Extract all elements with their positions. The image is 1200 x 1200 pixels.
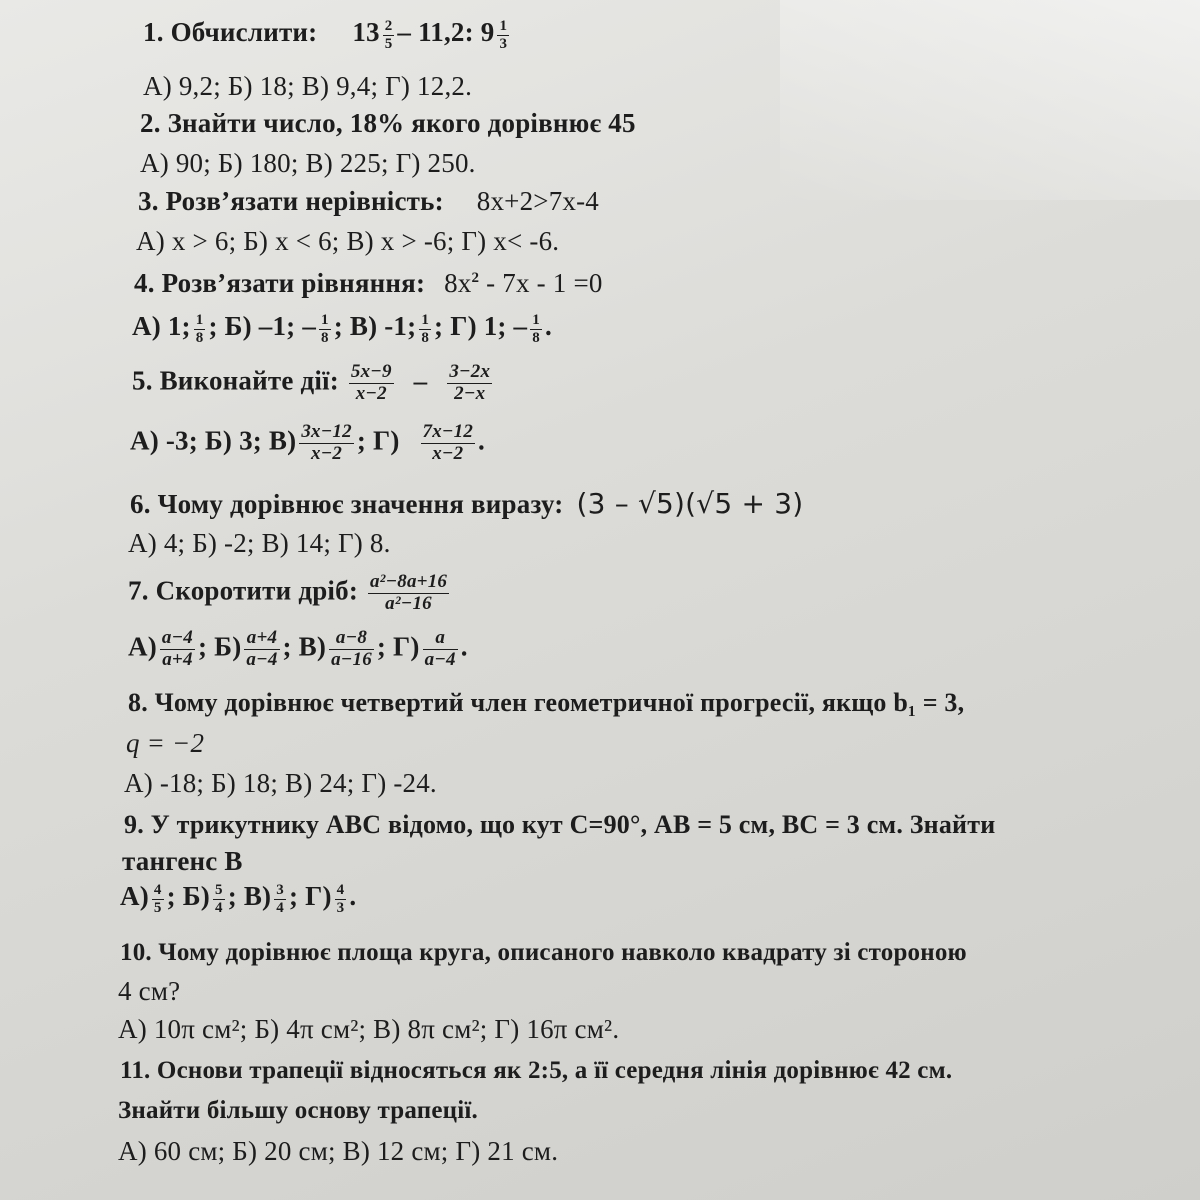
question-10-prompt: 10. Чому дорівнює площа круга, описаного навколо квадрату зі стороною [120, 939, 967, 966]
q9-answer-b-fraction: $\frac{5}{4}$ [214, 882, 223, 916]
question-10-line2: 4 см? [118, 976, 181, 1006]
q7-answer-b-fraction: $\frac{a+4}{a-4}$ [246, 627, 278, 670]
q4-answer-a-fraction: $\frac{1}{8}$ [195, 312, 204, 346]
question-9-line2: тангенс В [122, 846, 243, 876]
question-11-answers: А) 60 см; Б) 20 см; В) 12 см; Г) 21 см. [118, 1136, 559, 1166]
question-9-prompt: 9. У трикутнику АВС відомо, що кут С=90°, АВ = 5 см, ВС = 3 см. Знайти [124, 810, 996, 839]
q7-answer-a-fraction: $\frac{a-4}{a+4}$ [161, 627, 194, 670]
question-1-prompt: 1. Обчислити: [143, 17, 318, 48]
question-5-answers: А) -3; Б) 3; В) $\frac{3x-12}{x-2}$ ; Г) $\frac{7x-12}{x-2}$ . [130, 421, 485, 464]
question-6-answers: А) 4; Б) -2; В) 14; Г) 8. [128, 528, 391, 558]
q1-fraction-1: $\frac{2}{5}$ [384, 18, 393, 52]
question-11-prompt: 11. Основи трапеції відносяться як 2:5, а її середня лінія дорівнює 42 см. [120, 1057, 953, 1084]
question-4: 4. Розв’язати рівняння: $8x^2 - 7x - 1 =0$ [134, 268, 603, 298]
q1-mixed-whole: 13 [352, 17, 380, 48]
question-7-answers: А) $\frac{a-4}{a+4}$ ; Б) $\frac{a+4}{a-4}$ ; В) $\frac{a-8}{a-16}$ ; Г) $\frac{a}{a-4}$ . [128, 627, 468, 670]
question-2-prompt: 2. Знайти число, 18% якого дорівнює 45 [140, 108, 636, 138]
q9-answer-a-fraction: $\frac{4}{5}$ [153, 882, 162, 916]
q4-answer-b-fraction: $\frac{1}{8}$ [321, 312, 329, 346]
question-5: 5. Виконайте дії: $\frac{5x-9}{x-2}$ – $\frac{3-2x}{2-x}$ [132, 361, 491, 404]
question-6 [130, 487, 804, 520]
question-5-prompt: 5. Виконайте дії: [132, 365, 339, 396]
question-3-prompt: 3. Розв’язати нерівність: [138, 186, 444, 216]
question-7 [128, 572, 452, 615]
q4-answer-d-fraction: $\frac{1}{8}$ [532, 312, 540, 346]
question-4-prompt: 4. Розв’язати рівняння: [134, 268, 426, 298]
q1-expression: – 11,2: 9 [397, 17, 495, 48]
q4-expression: 8x [444, 268, 472, 298]
question-9-answers: А) $\frac{4}{5}$ ; Б) $\frac{5}{4}$ ; В) $\frac{3}{4}$ ; Г) $\frac{4}{3}$ . [120, 881, 357, 916]
question-8-prompt: 8. Чому дорівнює четвертий член геометричної прогресії, якщо b₁ = 3, [128, 688, 965, 717]
question-1-answers: А) 9,2; Б) 18; В) 9,4; Г) 12,2. [143, 71, 473, 101]
question-2-answers: А) 90; Б) 180; В) 225; Г) 250. [140, 148, 476, 178]
q6-expression: (3 – √5)(√5 + 3) [576, 487, 804, 520]
q1-fraction-2: $\frac{1}{3}$ [499, 18, 508, 52]
question-3 [138, 188, 599, 215]
q7-fraction: $\frac{\text{a²−8a+16}}{\text{a²−16}}$ [369, 571, 448, 614]
question-1 [143, 18, 512, 52]
q5-answer-c-fraction: $\frac{3x-12}{x-2}$ [301, 421, 352, 464]
question-8-line2: q = −2 [126, 728, 205, 758]
q7-answer-d-fraction: $\frac{a}{a-4}$ [424, 627, 456, 670]
question-11-line2: Знайти більшу основу трапеції. [118, 1097, 478, 1124]
question-3-answers: А) x > 6; Б) x < 6; В) x > -6; Г) x< -6. [136, 226, 560, 256]
q5-answer-d-fraction: $\frac{7x-12}{x-2}$ [422, 421, 474, 464]
question-4-answers: А) 1; $\frac{1}{8}$ ; Б) –1; – $\frac{1}{8}$ ; В) -1; $\frac{1}{8}$ ; Г) 1; – $\frac{1}{8}$ . [132, 311, 552, 346]
question-10-answers: А) 10π см²; Б) 4π см²; В) 8π см²; Г) 16π см². [118, 1014, 620, 1044]
q5-fraction-1: $\frac{5x-9}{x-2}$ [350, 361, 392, 404]
question-6-prompt: 6. Чому дорівнює значення виразу: [130, 489, 564, 519]
q9-answer-c-fraction: $\frac{3}{4}$ [276, 882, 284, 916]
q5-fraction-2: $\frac{3-2x}{2-x}$ [449, 361, 491, 404]
q3-expression: 8x+2>7x-4 [476, 186, 599, 216]
q7-answer-c-fraction: $\frac{a-8}{a-16}$ [331, 627, 372, 670]
q9-answer-d-fraction: $\frac{4}{3}$ [336, 882, 345, 916]
q4-answer-c-fraction: $\frac{1}{8}$ [421, 312, 430, 346]
screen-glare [780, 0, 1200, 200]
question-7-prompt: 7. Скоротити дріб: [128, 575, 359, 606]
question-8-answers: А) -18; Б) 18; В) 24; Г) -24. [124, 768, 437, 798]
